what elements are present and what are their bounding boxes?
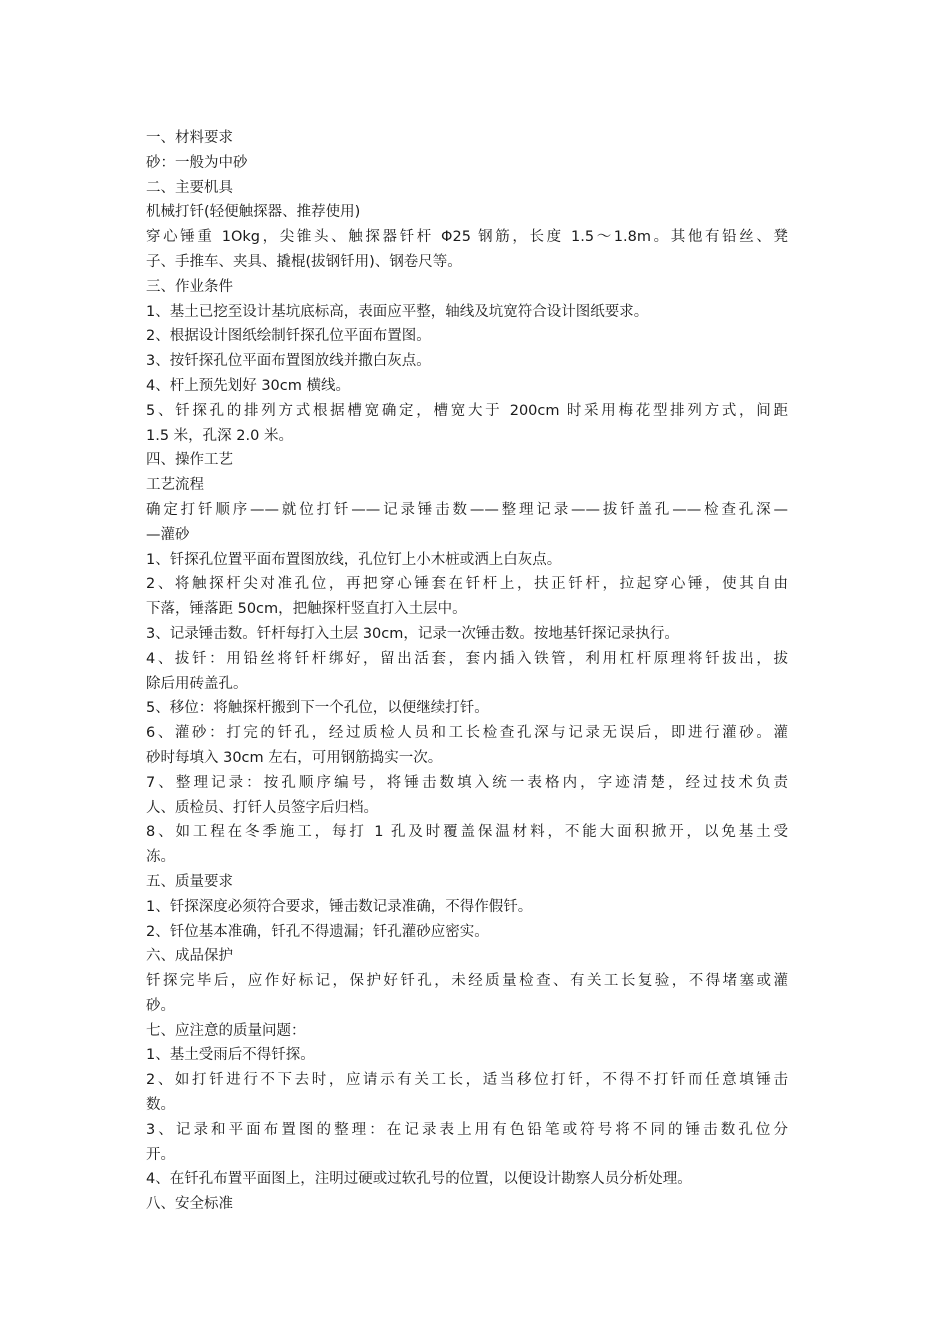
text-line: 一、材料要求 (146, 130, 233, 146)
text-line: 4、拔钎：用铅丝将钎杆绑好，留出活套，套内插入铁管，利用杠杆原理将钎拔出，拔 (146, 650, 788, 667)
text-line: 砂时每填入 30cm 左右，可用钢筋捣实一次。 (146, 749, 443, 766)
text-line: 2、将触探杆尖对准孔位，再把穿心锤套在钎杆上，扶正钎杆，拉起穿心锤，使其自由 (146, 576, 788, 593)
text-line: 除后用砖盖孔。 (146, 675, 248, 692)
text-line: 穿心锤重 1Okg，尖锥头、触探器钎杆 Φ25 钢筋，长度 1.5～1.8m。其他有铅丝、凳 (146, 229, 788, 246)
text-line: —灌砂 (146, 526, 190, 543)
text-line: 二、主要机具 (146, 179, 233, 196)
text-line: 七、应注意的质量问题： (146, 1022, 306, 1039)
text-line: 1、钎探孔位置平面布置图放线，孔位钉上小木桩或洒上白灰点。 (146, 551, 562, 568)
text-line: 4、杆上预先划好 30cm 横线。 (146, 377, 350, 394)
text-line: 1、基土已挖至设计基坑底标高，表面应平整，轴线及坑宽符合设计图纸要求。 (146, 303, 649, 320)
text-line: 8、如工程在冬季施工，每打 1 孔及时覆盖保温材料，不能大面积掀开，以免基土受 (146, 824, 788, 841)
text-line: 砂：一般为中砂 (146, 154, 248, 171)
text-line: 下落，锤落距 50cm，把触探杆竖直打入土层中。 (146, 601, 467, 618)
text-line: 人、质检员、打钎人员签字后归档。 (146, 799, 378, 816)
text-line: 钎探完毕后，应作好标记，保护好钎孔，未经质量检查、有关工长复验，不得堵塞或灌 (146, 973, 788, 990)
text-line: 2、根据设计图纸绘制钎探孔位平面布置图。 (146, 328, 431, 345)
text-line: 2、钎位基本准确，钎孔不得遗漏；钎孔灌砂应密实。 (146, 923, 489, 940)
text-line: 6、灌砂：打完的钎孔，经过质检人员和工长检查孔深与记录无误后，即进行灌砂。灌 (146, 725, 788, 742)
text-line: 四、操作工艺 (146, 452, 233, 469)
text-line: 数。 (146, 1097, 175, 1114)
text-line: 3、记录锤击数。钎杆每打入土层 30cm，记录一次锤击数。按地基钎探记录执行。 (146, 625, 679, 642)
text-line: 五、质量要求 (146, 873, 233, 890)
text-line: 3、记录和平面布置图的整理：在记录表上用有色铅笔或符号将不同的锤击数孔位分 (146, 1121, 788, 1138)
text-line: 4、在钎孔布置平面图上，注明过硬或过软孔号的位置，以便设计勘察人员分析处理。 (146, 1171, 692, 1188)
text-line: 1.5 米，孔深 2.0 米。 (146, 427, 293, 444)
text-line: 工艺流程 (146, 477, 204, 494)
text-line: 1、基土受雨后不得钎探。 (146, 1047, 315, 1064)
text-line: 1、钎探深度必须符合要求，锤击数记录准确，不得作假钎。 (146, 898, 533, 915)
text-line: 7、整理记录：按孔顺序编号，将锤击数填入统一表格内，字迹清楚，经过技术负责 (146, 774, 788, 791)
text-line: 冻。 (146, 849, 175, 866)
document-body (146, 126, 788, 1217)
text-line: 确定打钎顺序——就位打钎——记录锤击数——整理记录——拔钎盖孔——检查孔深— (146, 501, 788, 518)
text-line: 六、成品保护 (146, 948, 233, 965)
text-line: 5、移位：将触探杆搬到下一个孔位，以便继续打钎。 (146, 700, 489, 717)
text-line: 机械打钎(轻便触探器、推荐使用) (146, 204, 361, 221)
text-line: 3、按钎探孔位平面布置图放线并撒白灰点。 (146, 353, 431, 370)
text-line: 开。 (146, 1146, 175, 1163)
text-line: 子、手推车、夹具、撬棍(拔钢钎用)、钢卷尺等。 (146, 253, 462, 270)
text-line: 八、安全标准 (146, 1196, 233, 1213)
text-line: 砂。 (146, 997, 175, 1014)
text-line: 2、如打钎进行不下去时，应请示有关工长，适当移位打钎，不得不打钎而任意填锤击 (146, 1072, 788, 1089)
text-line: 5、钎探孔的排列方式根据槽宽确定，槽宽大于 200cm 时采用梅花型排列方式，间距 (146, 402, 788, 419)
text-line: 三、作业条件 (146, 278, 233, 295)
